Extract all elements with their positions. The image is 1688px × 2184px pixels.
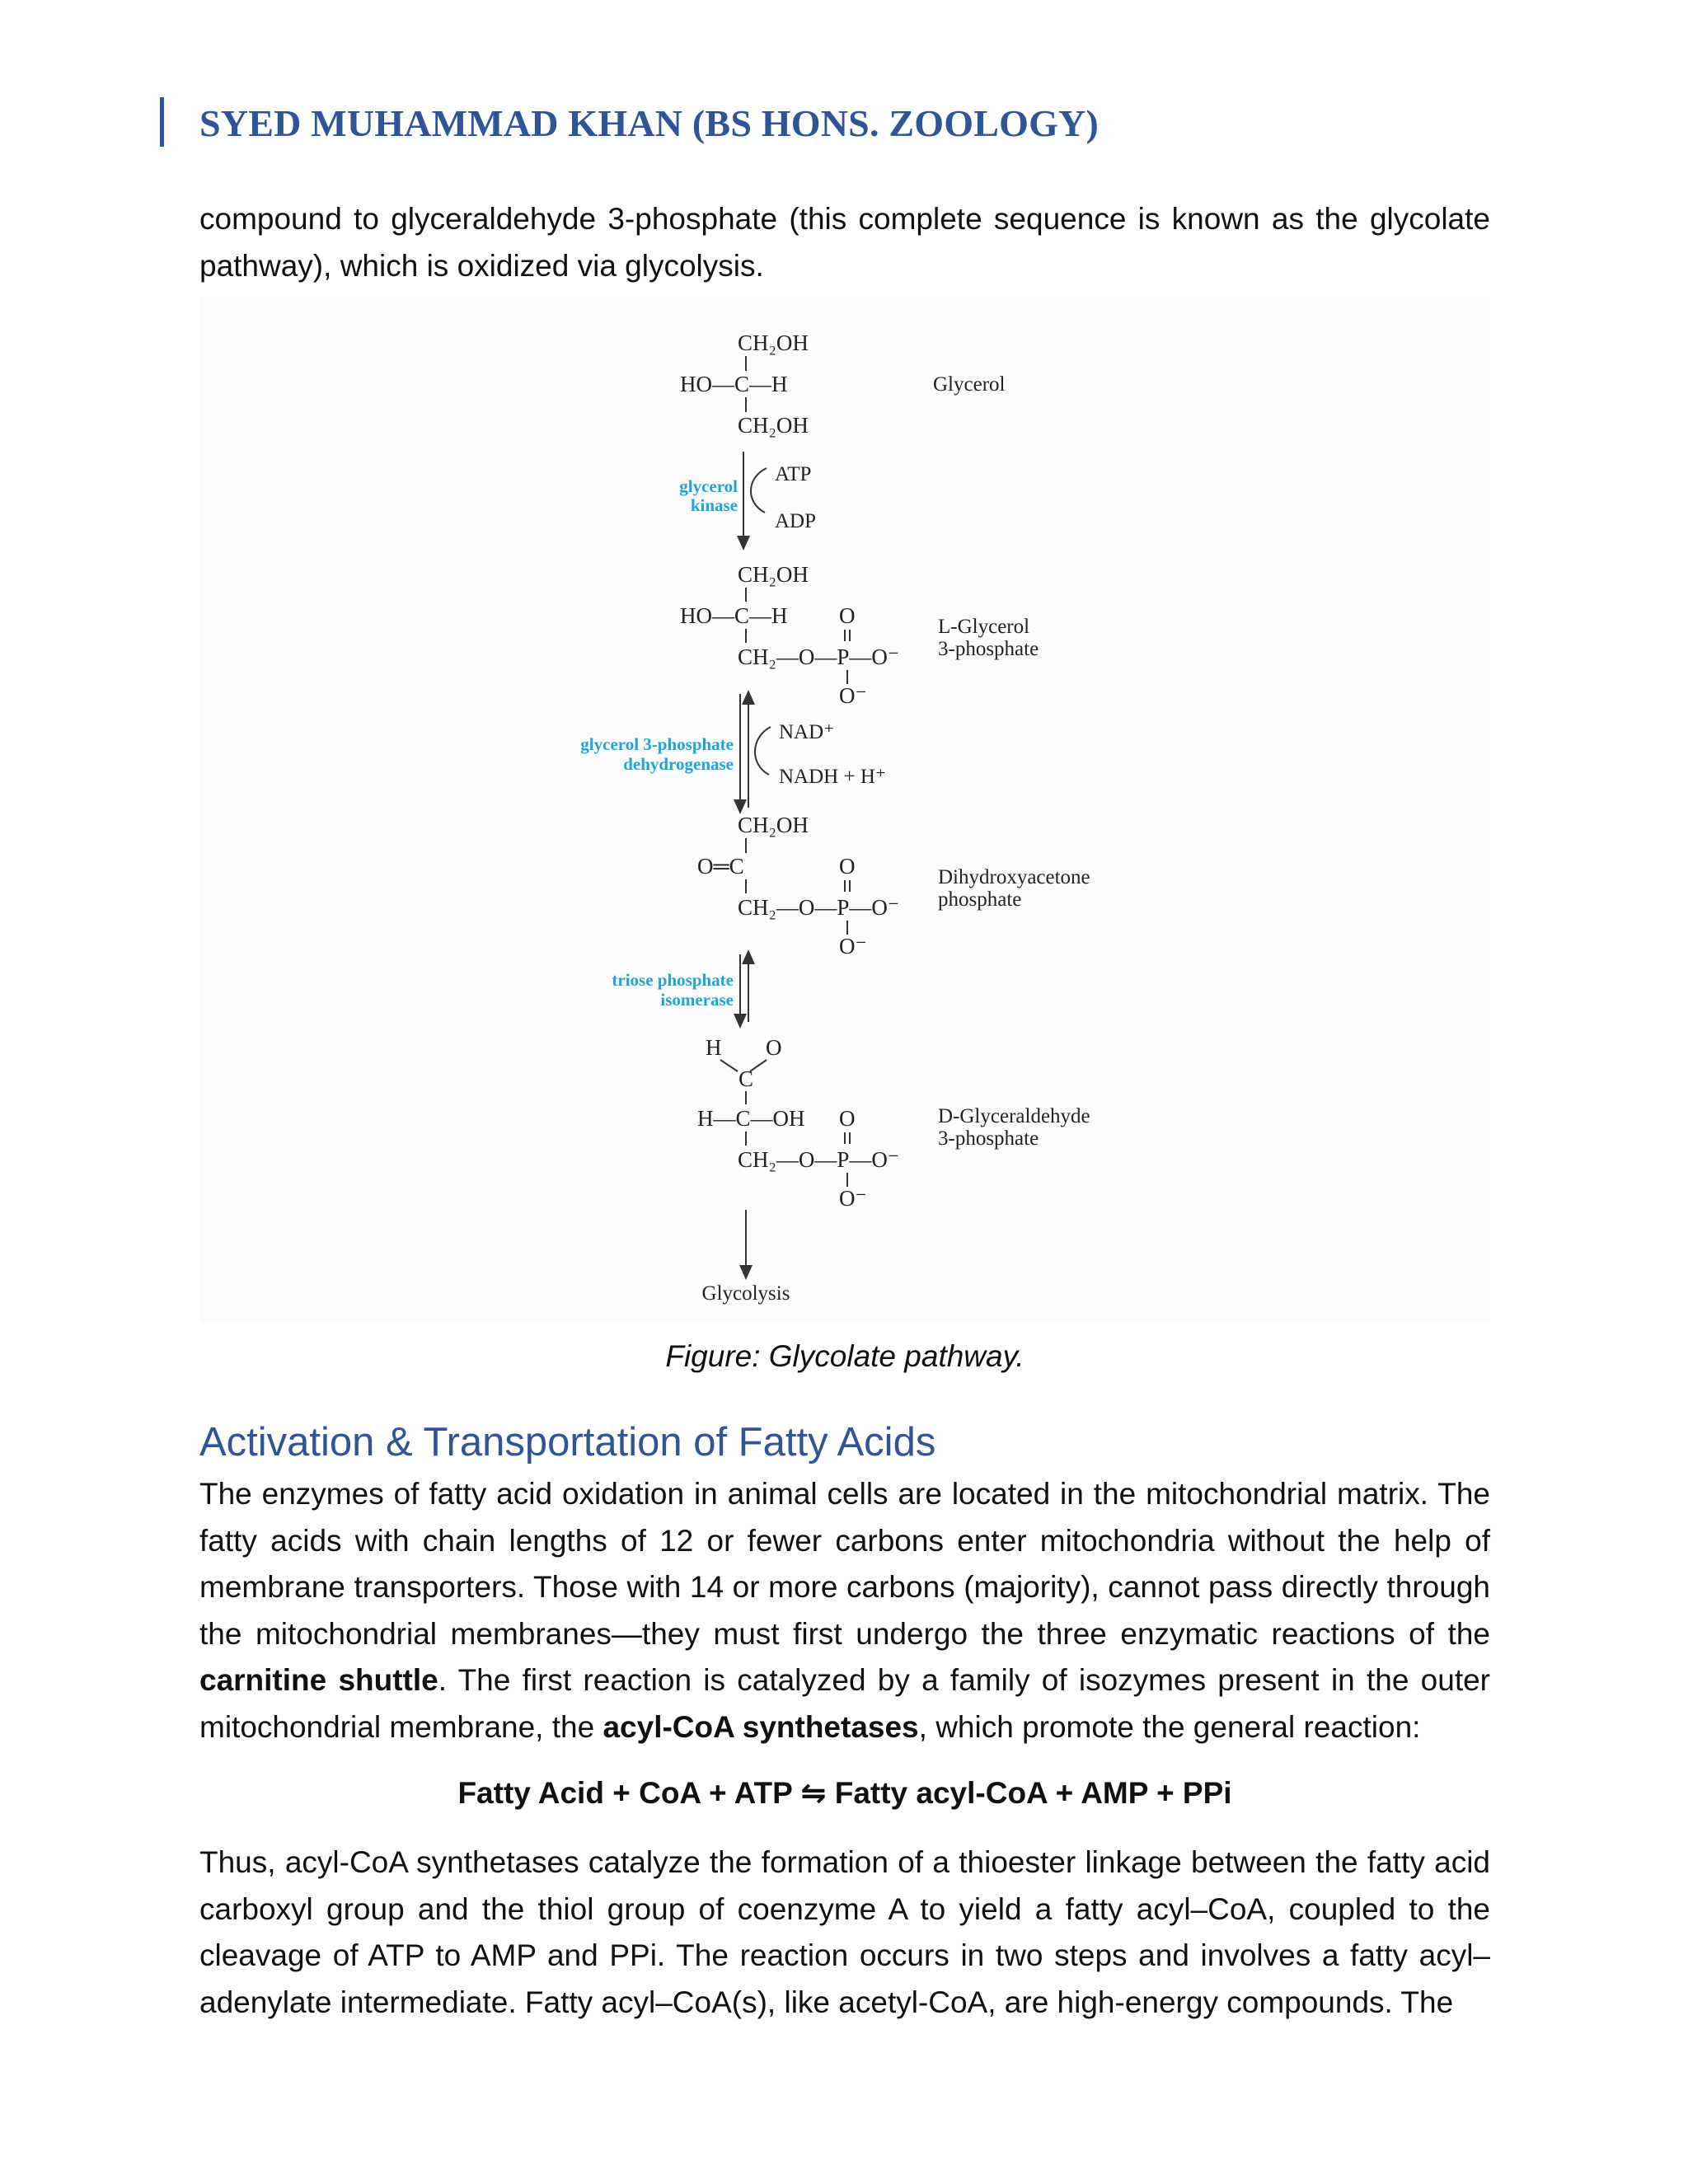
label-glycerol-3-phosphate-line1: L-Glycerol (938, 616, 1030, 638)
glycerol-ch2oh-bottom: CH₂OH (738, 413, 809, 438)
intro-paragraph: compound to glyceraldehyde 3-phosphate (this complete sequence is known as the glycolate pathway), which is oxidized via glycolysis. (199, 202, 1490, 283)
cofactor-nadh: NADH + H⁺ (779, 766, 887, 788)
dhap-phosphate-o-top: O (839, 854, 856, 879)
enzyme-tpi-line1: triose phosphate (612, 970, 734, 990)
enzyme-glycerol-kinase-line2: kinase (690, 495, 738, 515)
paragraph-fatty-acid-transport (199, 1471, 1490, 1750)
label-dhap-line1: Dihydroxyacetone (938, 866, 1090, 888)
dhap-ch2oh: CH₂OH (738, 813, 809, 837)
paragraph-acyl-coa: Thus, acyl-CoA synthetases catalyze the formation of a thioester linkage between the fatty acid carboxyl group and the thiol group of coenzyme A to yield a fatty acyl–CoA, coupled to the cleavage of ATP to AMP and PPi. The reaction occurs in two steps and involves a fatty acyl–adenylate intermediate. Fatty acyl–CoA(s), like acetyl-CoA, are high-energy compounds. The (199, 1845, 1490, 2019)
dhap-phosphate-o-bottom: O⁻ (839, 934, 867, 958)
gap-h: H (706, 1035, 722, 1060)
header-title: SYED MUHAMMAD KHAN (BS HONS. ZOOLOGY) (199, 102, 1099, 144)
glycerol-ho-c-h: HO—C—H (680, 372, 788, 396)
g3p-ho-c-h: HO—C—H (680, 603, 788, 628)
gap-phosphate-o-top: O (839, 1106, 856, 1131)
g3p-phosphate-o-top: O (839, 603, 856, 628)
paragraph2-text-1: The enzymes of fatty acid oxidation in animal cells are located in the mitochondrial matrix. The fatty acids with chain lengths of 12 or fewer carbons enter mitochondria without the help of membrane transporters. Those with 14 or more carbons (majority), cannot pass directly through the mitochondrial membranes—they must first undergo the three enzymatic reactions of the (199, 1477, 1490, 1651)
glycerol-ch2oh-top: CH₂OH (738, 330, 809, 355)
cofactor-nad: NAD⁺ (779, 721, 835, 743)
enzyme-g3p-dehydrogenase-line2: dehydrogenase (623, 754, 734, 774)
cofactor-atp: ATP (775, 463, 812, 485)
term-carnitine-shuttle: carnitine shuttle (199, 1663, 438, 1697)
figure-caption: Figure: Glycolate pathway. (665, 1339, 1025, 1373)
gap-ch2-o-p-o: CH₂—O—P—O⁻ (738, 1147, 900, 1172)
reaction-equation: Fatty Acid + CoA + ATP ⇋ Fatty acyl-CoA + AMP + PPi (457, 1776, 1232, 1810)
dhap-o-eq-c: O═C (697, 854, 744, 879)
enzyme-tpi-line2: isomerase (660, 990, 734, 1010)
enzyme-g3p-dehydrogenase-line1: glycerol 3-phosphate (580, 734, 734, 754)
glycerol-structure (680, 330, 809, 438)
label-g3p-line2: 3-phosphate (938, 1127, 1039, 1150)
section-heading: Activation & Transportation of Fatty Acids (199, 1420, 936, 1465)
label-g3p-line1: D-Glyceraldehyde (938, 1105, 1090, 1127)
gap-phosphate-o-bottom: O⁻ (839, 1186, 867, 1211)
glyceraldehyde-3-phosphate-structure (697, 1035, 899, 1211)
gap-c: C (738, 1066, 754, 1091)
paragraph2-text-3: , which promote the general reaction: (918, 1709, 1421, 1744)
label-glycerol-3-phosphate-line2: 3-phosphate (938, 638, 1039, 660)
label-dhap-line2: phosphate (938, 888, 1022, 911)
cofactor-adp: ADP (775, 510, 817, 532)
g3p-ch2oh: CH₂OH (738, 562, 809, 587)
dihydroxyacetone-phosphate-structure (697, 813, 899, 958)
gap-aldehyde-o: O (766, 1035, 782, 1060)
paragraph2-text-2: . The first reaction is catalyzed by a family of isozymes present in the outer mitochondrial membrane, the (199, 1663, 1490, 1744)
dhap-ch2-o-p-o: CH₂—O—P—O⁻ (738, 895, 900, 920)
g3p-ch2-o-p-o: CH₂—O—P—O⁻ (738, 644, 900, 669)
cofactor-curve-2 (755, 727, 771, 775)
glycerol-3-phosphate-structure (680, 562, 899, 708)
bond (720, 1060, 738, 1071)
label-glycolysis: Glycolysis (701, 1282, 790, 1305)
gap-h-c-oh: H—C—OH (697, 1106, 805, 1131)
g3p-phosphate-o-bottom: O⁻ (839, 683, 867, 708)
cofactor-curve-1 (751, 468, 767, 513)
label-glycerol: Glycerol (933, 373, 1006, 396)
term-acyl-coa-synthetases: acyl-CoA synthetases (603, 1709, 919, 1744)
enzyme-glycerol-kinase-line1: glycerol (679, 476, 738, 496)
